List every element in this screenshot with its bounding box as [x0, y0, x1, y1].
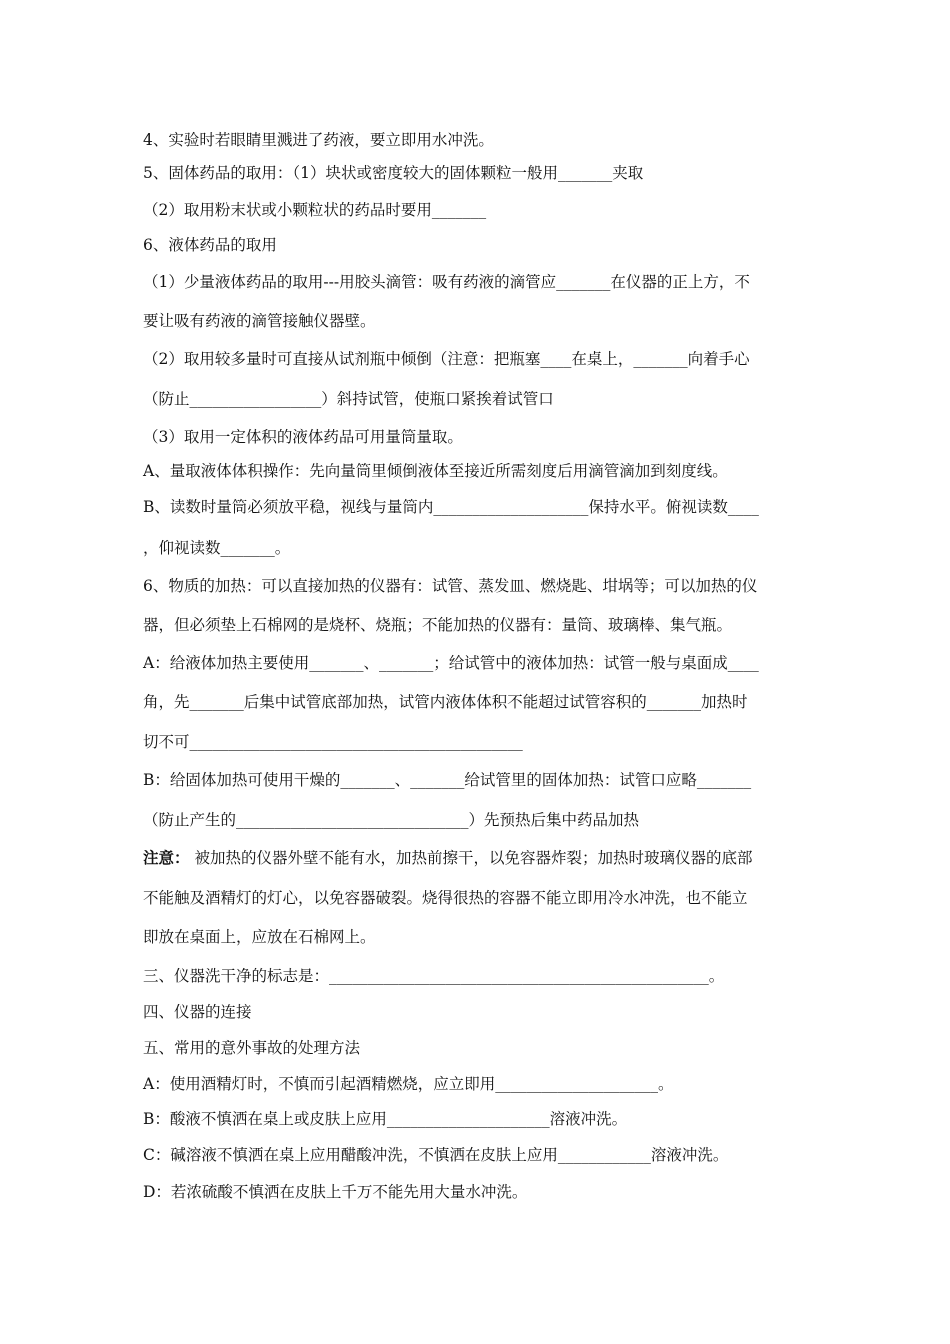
text-line: 4、实验时若眼睛里溅进了药液，要立即用水冲洗。: [143, 131, 494, 149]
text-line: （2）取用较多量时可直接从试剂瓶中倾倒（注意：把瓶塞____在桌上，_______向着手心: [143, 350, 750, 368]
text-line: 切不可___________________________________________: [143, 733, 523, 751]
note-paragraph-line: [143, 848, 752, 868]
text-line: ，仰视读数_______。: [143, 539, 291, 557]
text-line: （防止_________________）斜持试管，使瓶口紧挨着试管口: [143, 390, 554, 408]
text-line: A：使用酒精灯时，不慎而引起酒精燃烧，应立即用_____________________。: [143, 1075, 674, 1093]
text-line: B：给固体加热可使用干燥的_______、_______给试管里的固体加热：试管口应略_______: [143, 771, 752, 789]
note-text: 被加热的仪器外壁不能有水，加热前擦干，以免容器炸裂；加热时玻璃仪器的底部: [194, 849, 753, 867]
text-line: 要让吸有药液的滴管接触仪器壁。: [143, 312, 376, 330]
text-line: 三、仪器洗干净的标志是：_________________________________________________。: [143, 967, 725, 985]
section-heading: 四、仪器的连接: [143, 1003, 252, 1021]
text-line: 器，但必须垫上石棉网的是烧杯、烧瓶；不能加热的仪器有：量筒、玻璃棒、集气瓶。: [143, 616, 733, 634]
text-line: 角，先_______后集中试管底部加热，试管内液体体积不能超过试管容积的_______加热时: [143, 693, 748, 711]
text-line: 5、固体药品的取用：（1）块状或密度较大的固体颗粒一般用_______夹取: [143, 164, 644, 182]
text-line: D：若浓硫酸不慎洒在皮肤上千万不能先用大量水冲洗。: [143, 1183, 528, 1201]
text-line: B：酸液不慎洒在桌上或皮肤上应用_____________________溶液冲洗。: [143, 1110, 628, 1128]
text-line: A：给液体加热主要使用_______、_______；给试管中的液体加热：试管一般与桌面成____: [143, 654, 759, 672]
text-line: C：碱溶液不慎洒在桌上应用醋酸冲洗，不慎洒在皮肤上应用____________溶液冲洗。: [143, 1146, 729, 1164]
text-line: （3）取用一定体积的液体药品可用量筒量取。: [143, 428, 463, 446]
text-line: 6、物质的加热：可以直接加热的仪器有：试管、蒸发皿、燃烧匙、坩埚等；可以加热的仪: [143, 577, 758, 595]
text-line: 6、液体药品的取用: [143, 236, 277, 254]
note-label: 注意：: [143, 848, 190, 867]
text-line: 不能触及酒精灯的灯心，以免容器破裂。烧得很热的容器不能立即用冷水冲洗，也不能立: [143, 889, 748, 907]
text-line: 即放在桌面上，应放在石棉网上。: [143, 928, 376, 946]
text-line: B、读数时量筒必须放平稳，视线与量筒内____________________保持水平。俯视读数____: [143, 498, 759, 516]
text-line: （2）取用粉末状或小颗粒状的药品时要用_______: [143, 201, 487, 219]
text-line: （1）少量液体药品的取用---用胶头滴管：吸有药液的滴管应_______在仪器的正上方，不: [143, 273, 750, 291]
text-line: A、量取液体体积操作：先向量筒里倾倒液体至接近所需刻度后用滴管滴加到刻度线。: [143, 462, 728, 480]
text-line: （防止产生的______________________________）先预热后集中药品加热: [143, 811, 640, 829]
section-heading: 五、常用的意外事故的处理方法: [143, 1039, 361, 1057]
